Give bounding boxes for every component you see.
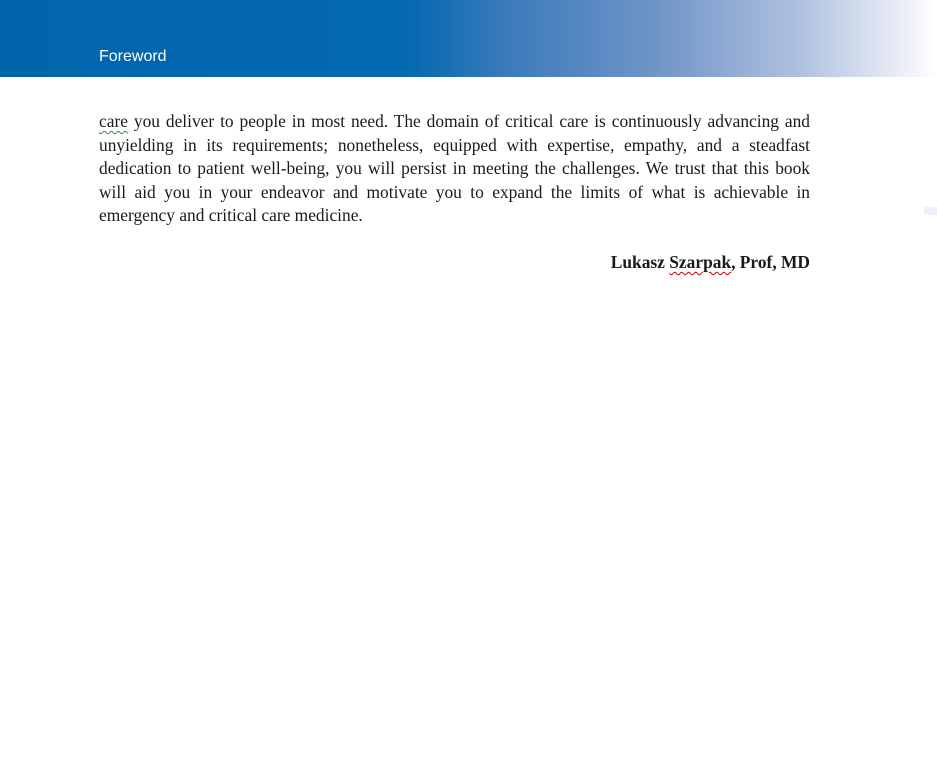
margin-marker xyxy=(924,207,937,215)
first-word: care xyxy=(99,111,128,131)
signature-title: , Prof, MD xyxy=(731,252,810,272)
author-signature xyxy=(99,251,810,274)
chapter-header-band xyxy=(0,0,937,77)
paragraph-text: you deliver to people in most need. The domain of critical care is continuously advancing and unyielding in its requirements; nonetheless, equipped with expertise, empathy, and a steadfast dedication to patient well-being, you will persist in meeting the challenges. We trust that this book will aid you in your endeavor and motivate you to expand the limits of what is achievable in emergency and critical care medicine. xyxy=(99,111,810,225)
signature-first-name: Lukasz xyxy=(610,252,670,272)
signature-surname: Szarpak xyxy=(669,252,732,272)
chapter-title: Foreword xyxy=(99,48,167,65)
foreword-paragraph xyxy=(99,110,810,228)
